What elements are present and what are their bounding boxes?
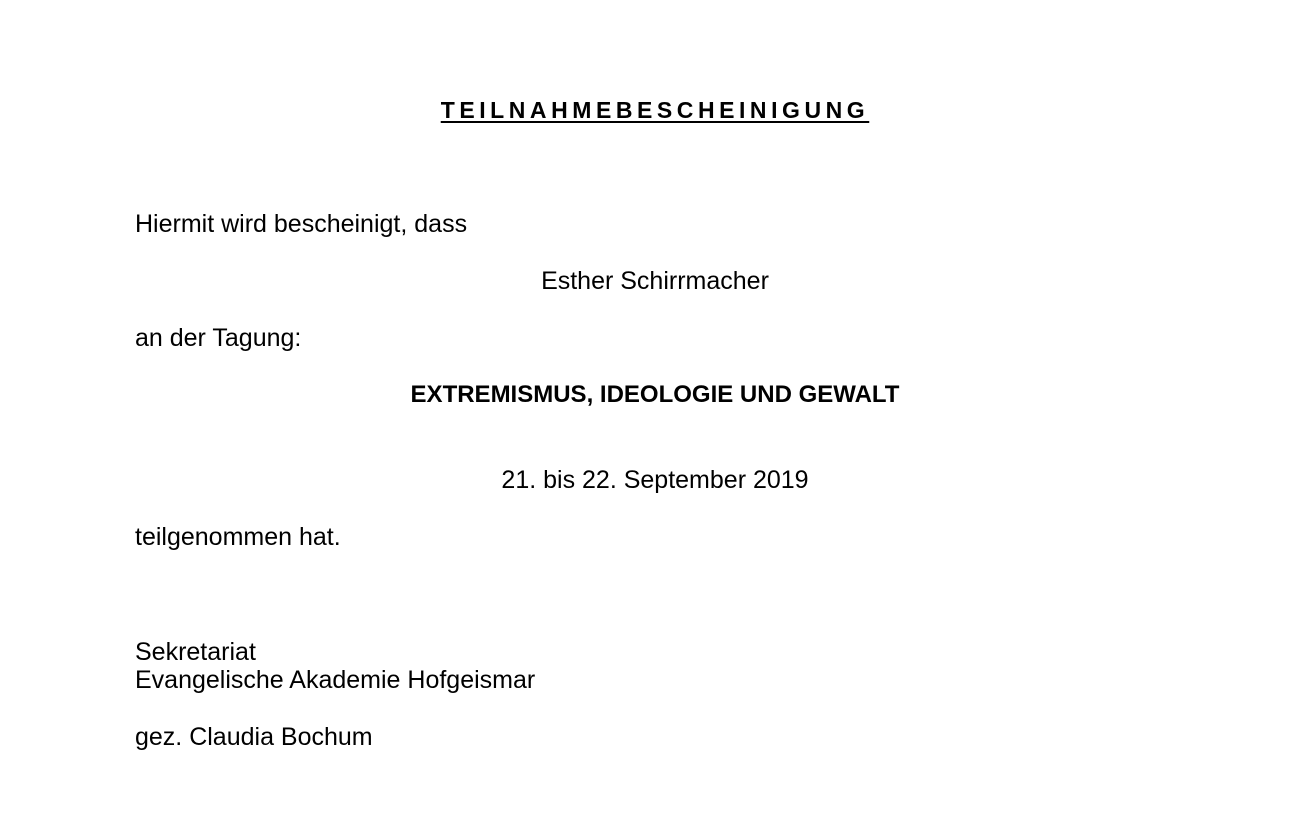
event-dates: 21. bis 22. September 2019: [501, 466, 809, 494]
participant-name: Esther Schirrmacher: [541, 267, 769, 295]
event-intro-text: an der Tagung:: [135, 324, 302, 352]
event-title: EXTREMISMUS, IDEOLOGIE UND GEWALT: [410, 381, 900, 408]
document-title: TEILNAHMEBESCHEINIGUNG: [440, 97, 870, 123]
intro-text: Hiermit wird bescheinigt, dass: [135, 210, 468, 238]
signature-name: gez. Claudia Bochum: [135, 723, 373, 751]
closing-text: teilgenommen hat.: [135, 523, 341, 551]
signature-office: Sekretariat: [135, 638, 256, 666]
signature-organization: Evangelische Akademie Hofgeismar: [135, 666, 536, 694]
